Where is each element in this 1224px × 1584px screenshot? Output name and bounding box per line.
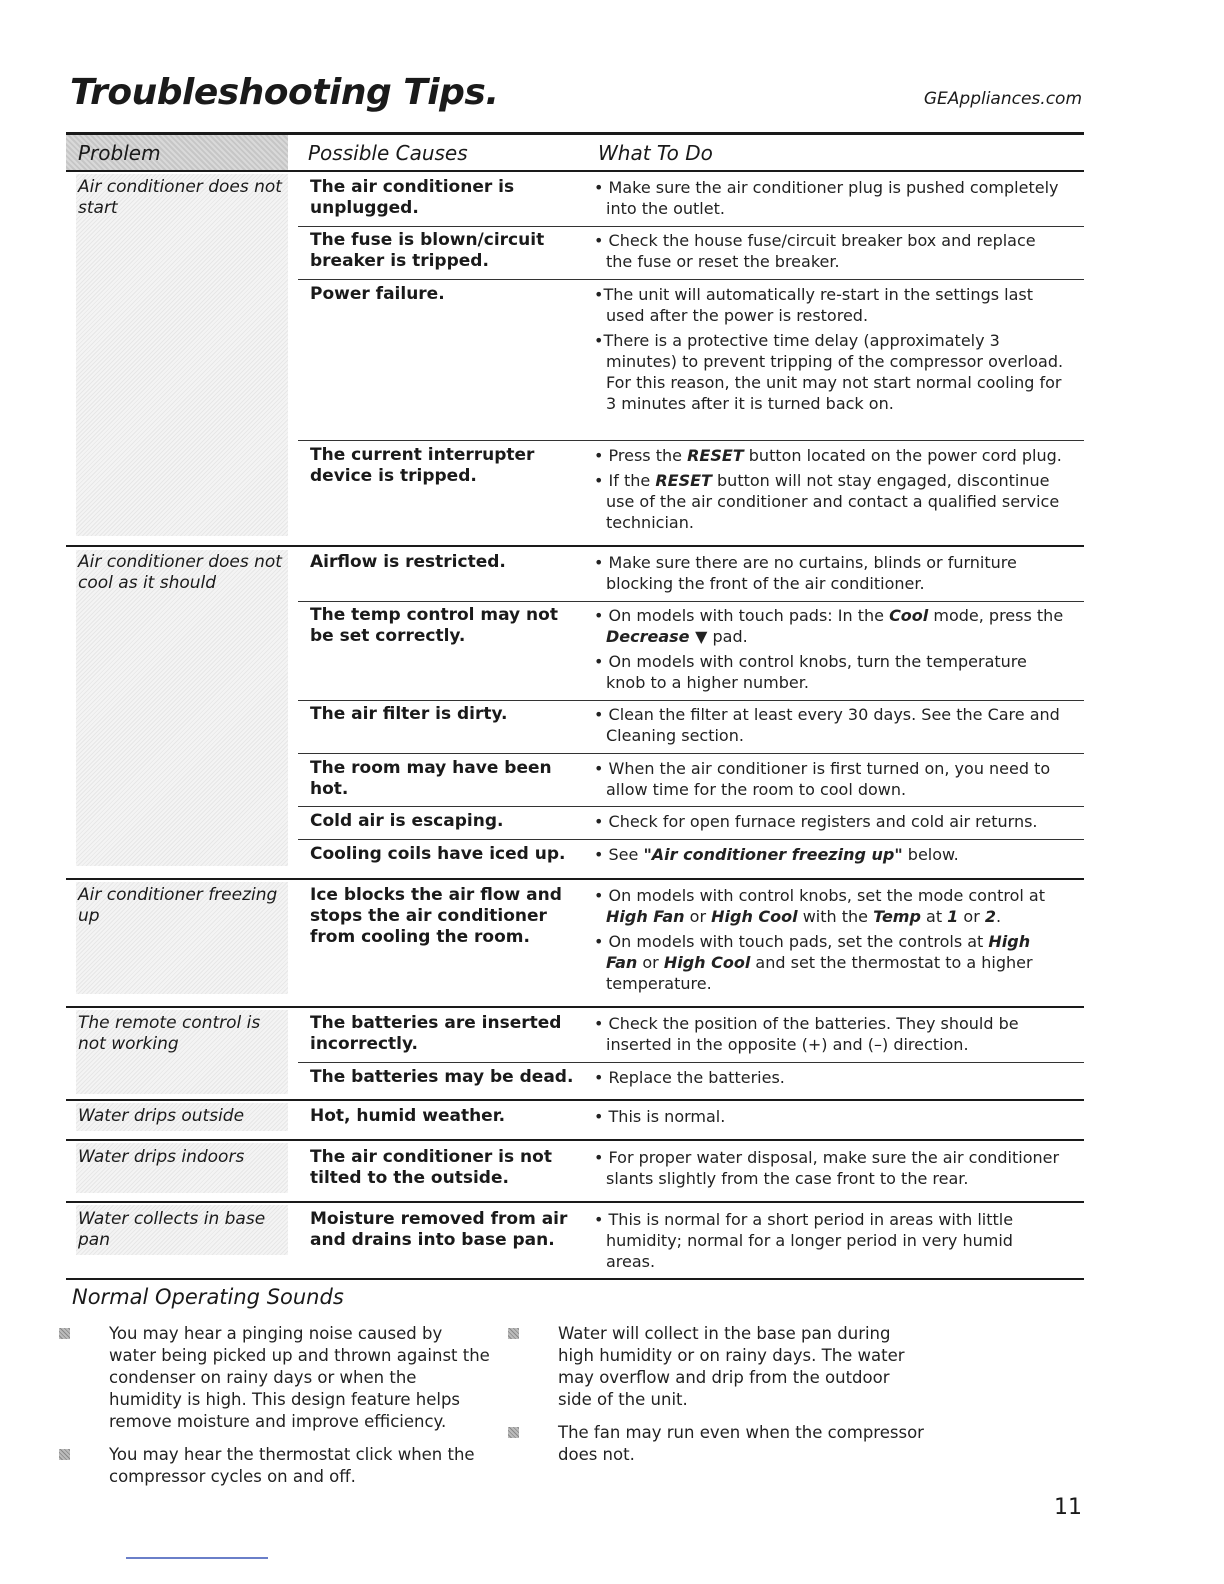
problem-label: The remote control is not working xyxy=(78,1013,261,1054)
sound-item: You may hear the thermostat click when the compressor cycles on and off. xyxy=(109,1444,494,1488)
group-divider xyxy=(66,1139,1084,1141)
solution-line: • See "Air conditioner freezing up" below. xyxy=(594,845,959,864)
cause-text: The air filter is dirty. xyxy=(310,704,508,724)
solution-line: • Make sure the air conditioner plug is pushed completely into the outlet. xyxy=(594,178,1059,218)
row-divider xyxy=(298,1062,1084,1063)
problem-label: Air conditioner does not cool as it should xyxy=(78,552,282,593)
solution-text xyxy=(594,284,1064,418)
solution-line: • On models with touch pads, set the controls at High Fan or High Cool and set the thermostat to a higher temperature. xyxy=(594,932,1033,993)
cause-text: The fuse is blown/circuit breaker is tripped. xyxy=(310,230,545,271)
group-divider xyxy=(66,878,1084,880)
solution-text xyxy=(594,1013,1064,1059)
cause-text: Cooling coils have iced up. xyxy=(310,844,566,864)
solution-line: • Check for open furnace registers and cold air returns. xyxy=(594,812,1038,831)
solution-text xyxy=(594,552,1064,598)
cause-text: The air conditioner is unplugged. xyxy=(310,177,515,218)
problem-label: Air conditioner freezing up xyxy=(78,885,278,926)
solution-text xyxy=(594,230,1064,276)
footer-underline xyxy=(126,1557,268,1559)
cause-text: The room may have been hot. xyxy=(310,758,552,799)
row-divider xyxy=(298,753,1084,754)
bullet-square-icon xyxy=(508,1427,519,1438)
page-title: Troubleshooting Tips. xyxy=(70,72,499,113)
solution-line: • Check the position of the batteries. They should be inserted in the opposite (+) and (–) direction. xyxy=(594,1014,1019,1054)
solution-line: • On models with touch pads: In the Cool mode, press the Decrease ▼ pad. xyxy=(594,606,1064,646)
cause-text: Cold air is escaping. xyxy=(310,811,504,831)
solution-line: • When the air conditioner is first turned on, you need to allow time for the room to cool down. xyxy=(594,759,1051,799)
solution-line: • This is normal. xyxy=(594,1107,726,1126)
sound-item: Water will collect in the base pan during high humidity or on rainy days. The water may overflow and drip from the outdoor side of the unit. xyxy=(558,1323,928,1411)
row-divider xyxy=(298,601,1084,602)
row-divider xyxy=(298,226,1084,227)
solution-line: • Replace the batteries. xyxy=(594,1068,785,1087)
group-divider xyxy=(66,1006,1084,1008)
cause-text: Ice blocks the air flow and stops the air conditioner from cooling the room. xyxy=(310,885,562,947)
group-divider xyxy=(66,1201,1084,1203)
problem-shade xyxy=(76,550,288,866)
todo-column-header: What To Do xyxy=(598,141,713,165)
problem-label: Water drips outside xyxy=(78,1106,245,1126)
sound-item: You may hear a pinging noise caused by water being picked up and thrown against the condenser on rainy days or when the humidity is high. This design feature helps remove moisture and improve efficiency. xyxy=(109,1323,494,1433)
sound-item: The fan may run even when the compressor does not. xyxy=(558,1422,928,1466)
header-rule xyxy=(66,170,1084,172)
solution-text xyxy=(594,844,1064,869)
solution-line: • If the RESET button will not stay engaged, discontinue use of the air conditioner and contact a qualified service technician. xyxy=(594,471,1060,532)
cause-text: The current interrupter device is tripped. xyxy=(310,445,535,486)
solution-text xyxy=(594,704,1064,750)
page-number: 11 xyxy=(1054,1495,1082,1520)
row-divider xyxy=(298,700,1084,701)
website-label: GEAppliances.com xyxy=(923,89,1082,109)
group-divider xyxy=(66,545,1084,547)
solution-text xyxy=(594,1209,1064,1276)
solution-text xyxy=(594,177,1064,223)
row-divider xyxy=(298,279,1084,280)
problem-column-header xyxy=(66,135,288,171)
solution-text xyxy=(594,1067,1064,1092)
solution-text xyxy=(594,1106,1064,1131)
bullet-square-icon xyxy=(59,1449,70,1460)
problem-shade xyxy=(76,174,288,536)
solution-line: • On models with control knobs, turn the temperature knob to a higher number. xyxy=(594,652,1027,692)
row-divider xyxy=(298,806,1084,807)
table-header xyxy=(66,135,1084,171)
group-divider xyxy=(66,1099,1084,1101)
solution-line: • Press the RESET button located on the power cord plug. xyxy=(594,446,1062,465)
cause-text: The air conditioner is not tilted to the outside. xyxy=(310,1147,552,1188)
bullet-square-icon xyxy=(508,1328,519,1339)
row-divider xyxy=(298,839,1084,840)
problem-label: Water drips indoors xyxy=(78,1147,245,1167)
solution-line: • This is normal for a short period in areas with little humidity; normal for a longer period in very humid areas. xyxy=(594,1210,1014,1271)
solution-line: • On models with control knobs, set the mode control at High Fan or High Cool with the Temp at 1 or 2. xyxy=(594,886,1045,926)
solution-line: • Make sure there are no curtains, blinds or furniture blocking the front of the air conditioner. xyxy=(594,553,1017,593)
solution-line: • Clean the filter at least every 30 days. See the Care and Cleaning section. xyxy=(594,705,1060,745)
solution-text xyxy=(594,758,1064,804)
solution-text xyxy=(594,811,1064,836)
problem-label: Water collects in base pan xyxy=(78,1209,266,1250)
bullet-square-icon xyxy=(59,1328,70,1339)
cause-text: The temp control may not be set correctly. xyxy=(310,605,558,646)
solution-text xyxy=(594,445,1064,537)
cause-text: Power failure. xyxy=(310,284,445,304)
cause-text: The batteries may be dead. xyxy=(310,1067,574,1087)
sounds-title: Normal Operating Sounds xyxy=(72,1285,344,1309)
cause-text: The batteries are inserted incorrectly. xyxy=(310,1013,562,1054)
sounds-rule xyxy=(66,1278,1084,1280)
solution-line: • For proper water disposal, make sure the air conditioner slants slightly from the case front to the rear. xyxy=(594,1148,1060,1188)
cause-text: Moisture removed from air and drains into base pan. xyxy=(310,1209,568,1250)
problem-label: Air conditioner does not start xyxy=(78,177,282,218)
solution-text xyxy=(594,605,1064,697)
problem-header-label: Problem xyxy=(78,141,161,165)
solution-line: • Check the house fuse/circuit breaker box and replace the fuse or reset the breaker. xyxy=(594,231,1036,271)
solution-text xyxy=(594,1147,1064,1193)
solution-line: •There is a protective time delay (approximately 3 minutes) to prevent tripping of the compressor overload. For this reason, the unit may not start normal cooling for 3 minutes after it is turned back on. xyxy=(594,331,1064,413)
causes-column-header: Possible Causes xyxy=(308,141,468,165)
row-divider xyxy=(298,440,1084,441)
cause-text: Airflow is restricted. xyxy=(310,552,506,572)
solution-text xyxy=(594,885,1064,998)
cause-text: Hot, humid weather. xyxy=(310,1106,506,1126)
solution-line: •The unit will automatically re-start in the settings last used after the power is restored. xyxy=(594,285,1033,325)
